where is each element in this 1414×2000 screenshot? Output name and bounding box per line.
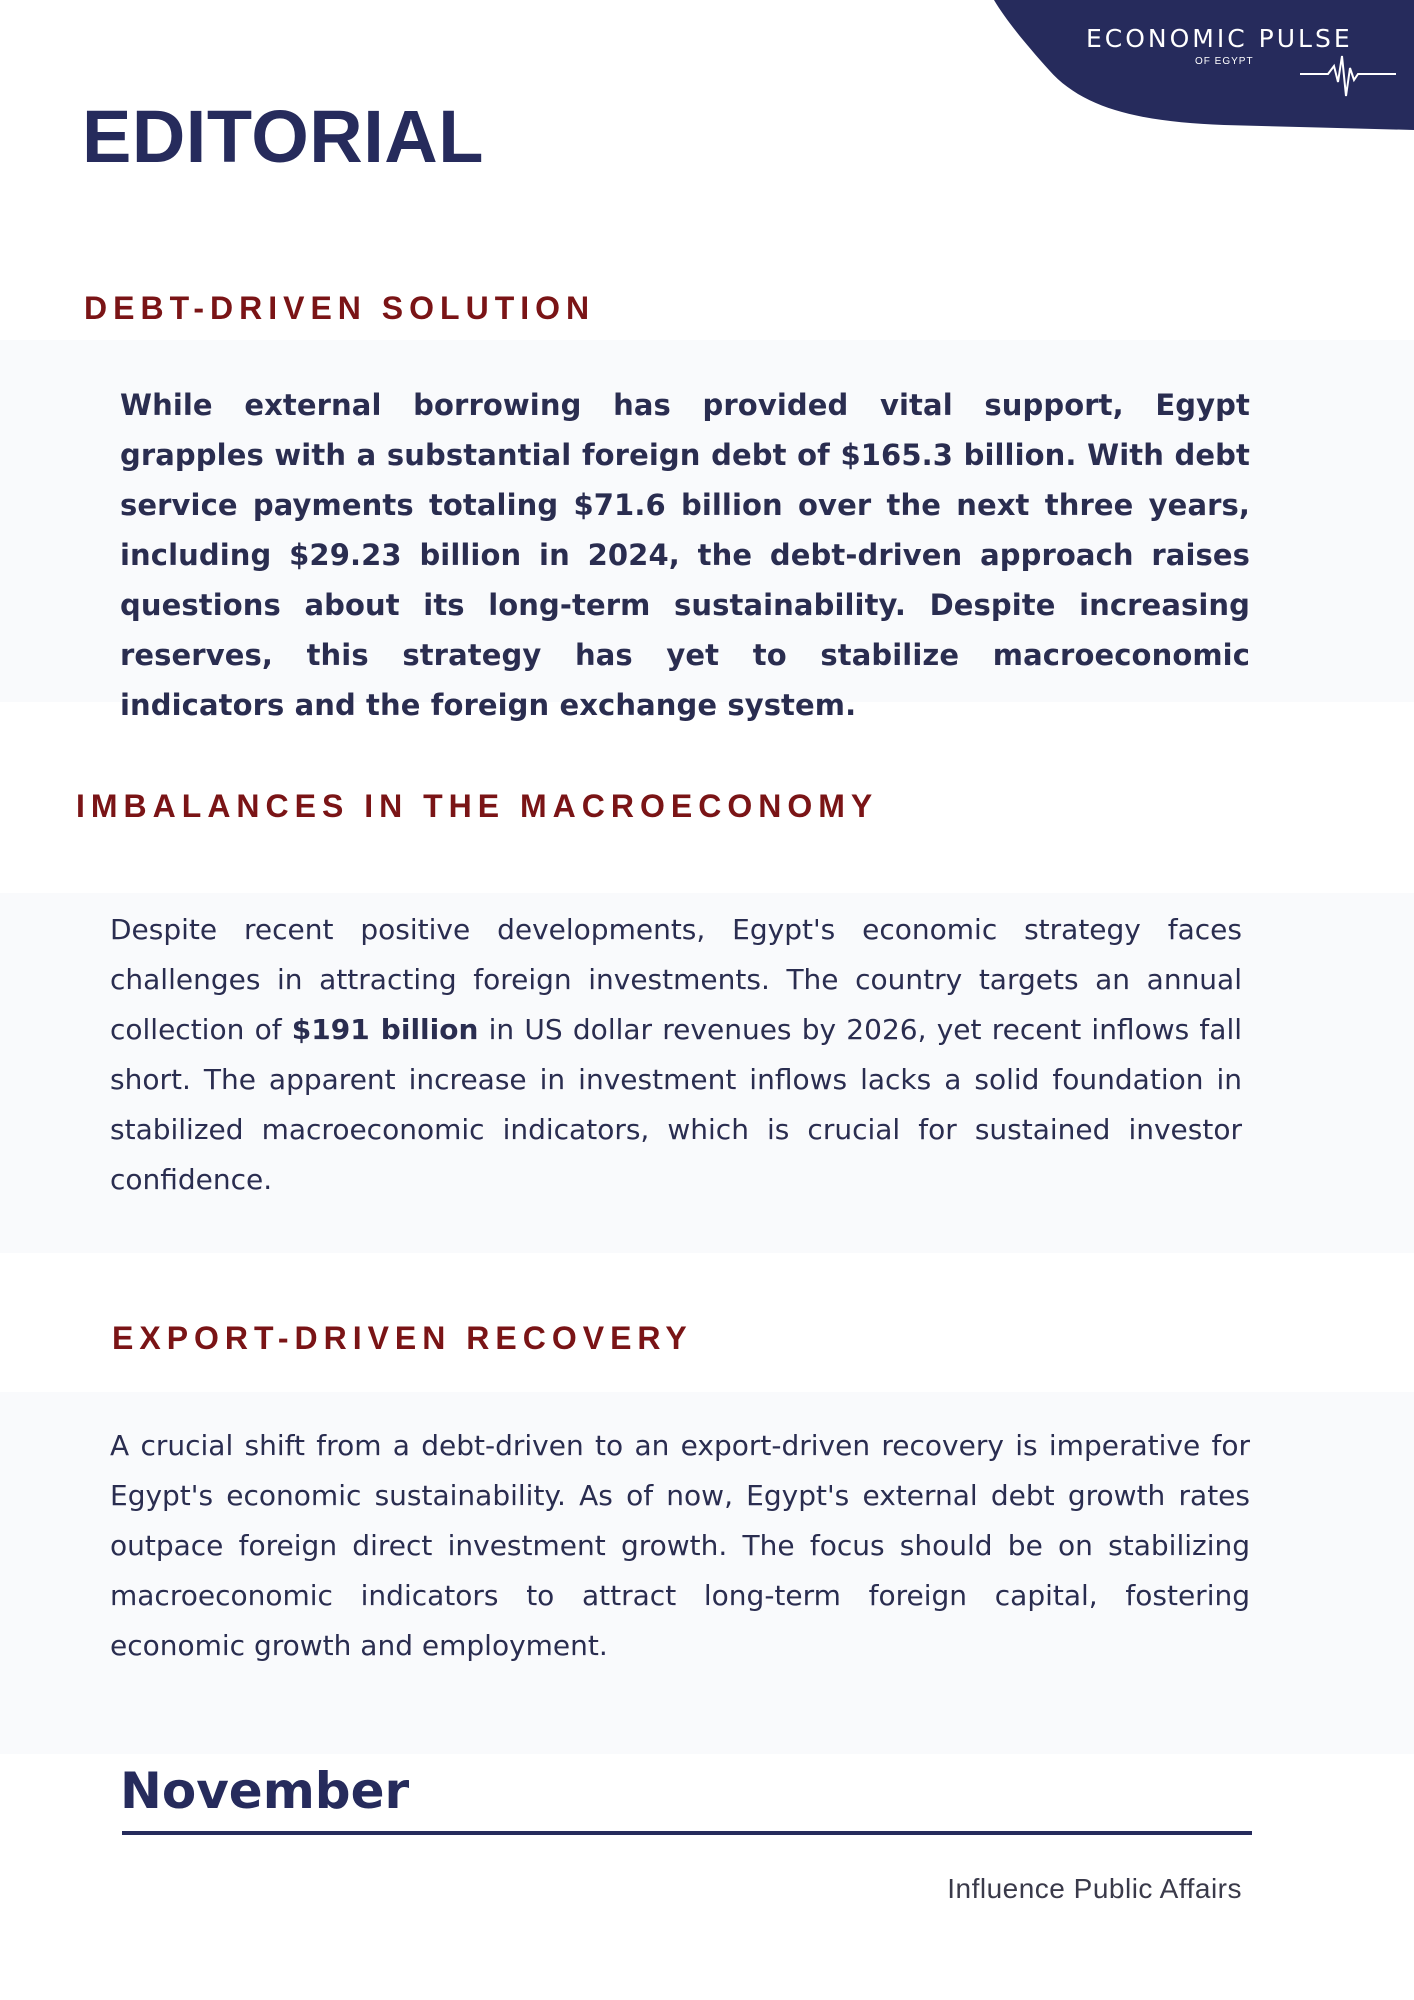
- section-heading-export-driven: EXPORT-DRIVEN RECOVERY: [112, 1320, 693, 1356]
- section-body-export-driven: A crucial shift from a debt-driven to an export-driven recovery is imperative for Egypt's economic sustainability. As of now, Egypt's external debt growth rates outpace foreign direct investment growth. The focus should be on stabilizing macroeconomic indicators to attract long-term foreign capital, fostering economic growth and employment.: [110, 1429, 1250, 1662]
- brand-subtitle: OF EGYPT: [1195, 56, 1254, 67]
- body-text-part: in US dollar revenues by 2026, yet recent inflows fall short. The apparent increase in investment inflows lacks a solid foundation in stabilized macroeconomic indicators, which is crucial for sustained investor confidence.: [110, 1013, 1242, 1196]
- section-heading-debt-driven: DEBT-DRIVEN SOLUTION: [84, 290, 596, 326]
- brand-title: ECONOMIC PULSE: [1086, 24, 1353, 53]
- highlighted-figure: $191 billion: [291, 1013, 479, 1046]
- footer-month: November: [120, 1762, 410, 1820]
- section-heading-imbalances: IMBALANCES IN THE MACROECONOMY: [76, 788, 879, 824]
- section-body-imbalances: [110, 905, 1242, 1205]
- section-body-debt-driven: While external borrowing has provided vital support, Egypt grapples with a substantial foreign debt of $165.3 billion. With debt service payments totaling $71.6 billion over the next three years, including $29.23 billion in 2024, the debt-driven approach raises questions about its long-term sustainability. Despite increasing reserves, this strategy has yet to stabilize macroeconomic indicators and the foreign exchange system.: [120, 388, 1250, 722]
- page-title: EDITORIAL: [82, 95, 484, 178]
- pulse-line-icon: [1298, 46, 1398, 106]
- footer-publisher: Influence Public Affairs: [947, 1873, 1242, 1904]
- footer-divider: [122, 1831, 1252, 1835]
- body-text-part: Despite recent positive developments, Egypt's economic strategy faces challenges in attracting foreign investments. The country targets an annual collection of: [110, 913, 1242, 1046]
